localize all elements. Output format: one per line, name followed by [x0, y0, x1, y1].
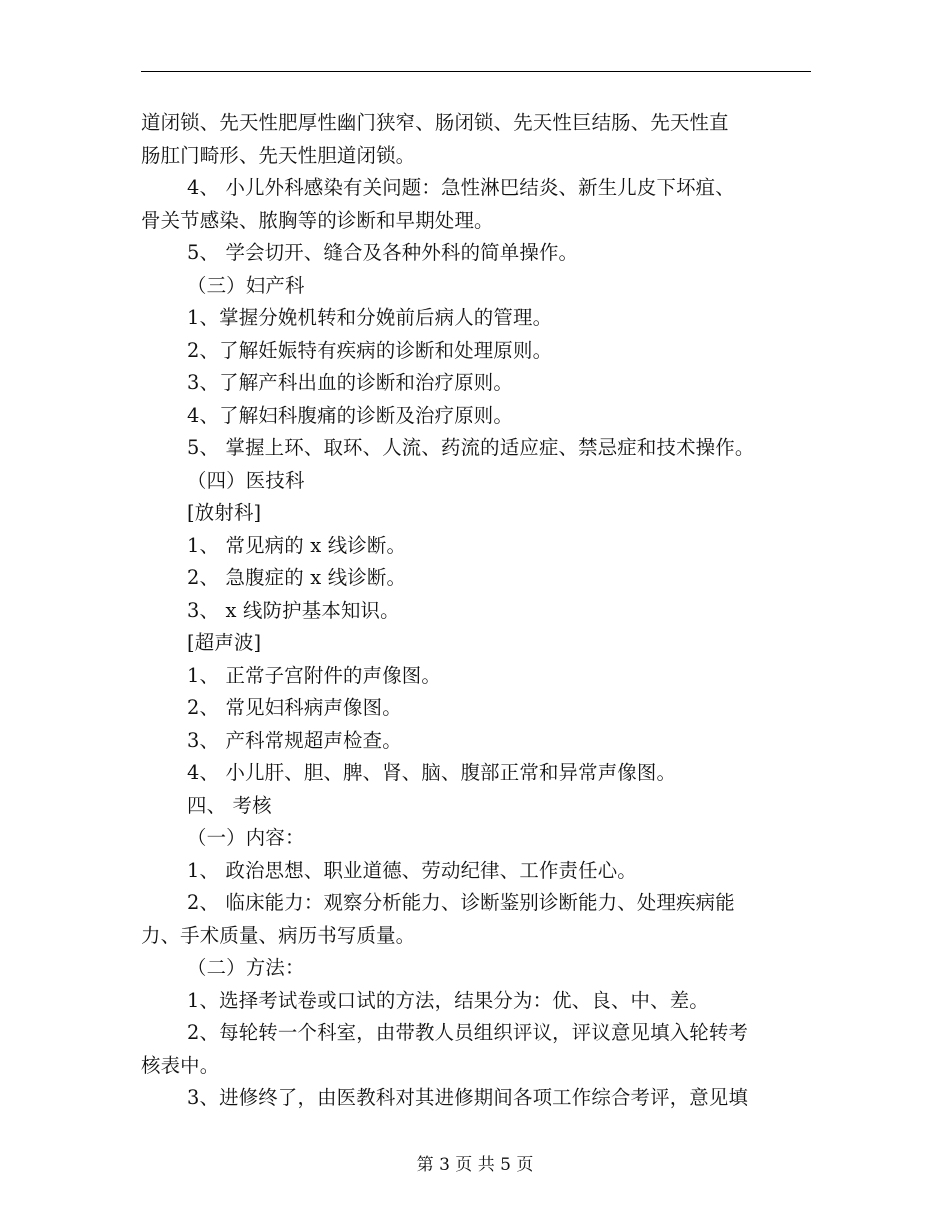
text-line: 1、选择考试卷或口试的方法，结果分为：优、良、中、差。: [187, 988, 709, 1012]
text-line: （四）医技科: [187, 468, 305, 492]
text-line: 力、手术质量、病历书写质量。: [141, 923, 416, 947]
text-line: 2、了解妊娠特有疾病的诊断和处理原则。: [187, 338, 553, 362]
text-line: 1、 政治思想、职业道德、劳动纪律、工作责任心。: [187, 858, 637, 882]
text-line: 5、 学会切开、缝合及各种外科的简单操作。: [187, 241, 579, 264]
text-line: 3、进修终了，由医教科对其进修期间各项工作综合考评，意见填: [187, 1086, 749, 1109]
text-line: 5、 掌握上环、取环、人流、药流的适应症、禁忌症和技术操作。: [187, 436, 755, 459]
header-rule: [141, 71, 811, 72]
text-line: （三）妇产科: [187, 273, 305, 297]
text-line: 3、 x 线防护基本知识。: [187, 598, 400, 622]
text-line: [放射科]: [187, 501, 262, 524]
text-line: 1、 正常子宫附件的声像图。: [187, 663, 441, 687]
text-line: 4、 小儿外科感染有关问题：急性淋巴结炎、新生儿皮下坏疽、: [187, 176, 735, 199]
text-line: 核表中。: [141, 1053, 220, 1077]
text-line: 2、每轮转一个科室，由带教人员组织评议，评议意见填入轮转考: [187, 1021, 749, 1044]
page-footer: 第 3 页 共 5 页: [416, 1155, 534, 1175]
text-line: 骨关节感染、脓胸等的诊断和早期处理。: [141, 208, 494, 232]
text-line: 3、 产科常规超声检查。: [187, 728, 402, 752]
text-line: 四、 考核: [187, 793, 272, 817]
text-line: 4、了解妇科腹痛的诊断及治疗原则。: [187, 403, 513, 427]
text-line: 2、 常见妇科病声像图。: [187, 696, 402, 719]
text-line: 3、了解产科出血的诊断和治疗原则。: [187, 371, 513, 394]
text-line: 道闭锁、先天性肥厚性幽门狭窄、肠闭锁、先天性巨结肠、先天性直: [141, 111, 729, 134]
text-line: 2、 临床能力：观察分析能力、诊断鉴别诊断能力、处理疾病能: [187, 891, 735, 914]
text-line: 4、 小儿肝、胆、脾、肾、脑、腹部正常和异常声像图。: [187, 761, 677, 784]
text-line: 1、掌握分娩机转和分娩前后病人的管理。: [187, 306, 553, 329]
text-line: 1、 常见病的 x 线诊断。: [187, 533, 407, 557]
document-body: [141, 107, 813, 1115]
text-line: （一）内容：: [187, 826, 305, 849]
text-line: 2、 急腹症的 x 线诊断。: [187, 566, 407, 589]
text-line: [超声波]: [187, 631, 262, 654]
text-line: 肠肛门畸形、先天性胆道闭锁。: [141, 143, 416, 167]
text-line: （二）方法：: [187, 956, 305, 979]
